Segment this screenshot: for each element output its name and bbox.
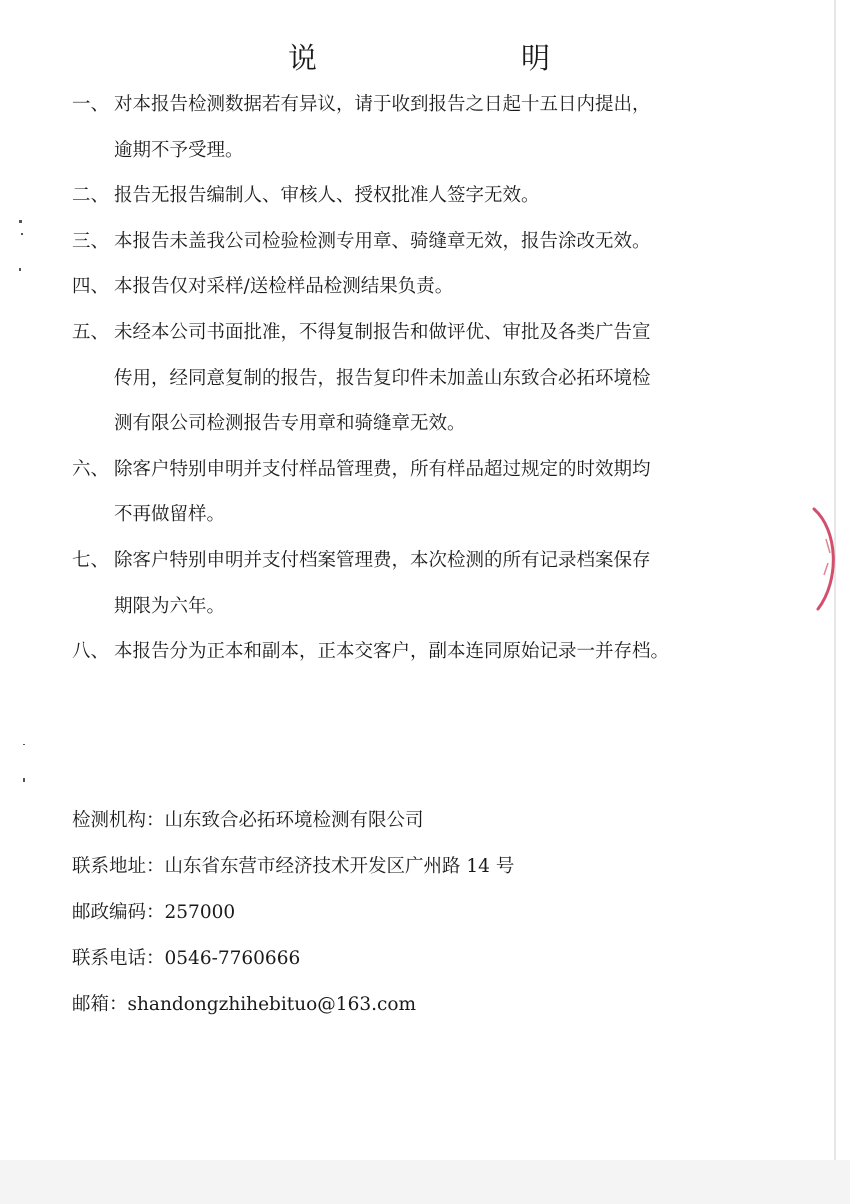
- scan-speck: [21, 233, 23, 235]
- note-item: [72, 82, 712, 173]
- scan-speck: [23, 778, 25, 782]
- note-item: [72, 447, 712, 538]
- phone-value: 0546-7760666: [164, 948, 301, 969]
- note-text: 未经本公司书面批准，不得复制报告和做评优、审批及各类广告宣 传用，经同意复制的报告，报告复印件未加盖山东致合必拓环境检 测有限公司检测报告专用章和骑缝章无效。: [114, 321, 651, 435]
- note-number: 三、: [72, 230, 110, 252]
- note-number: 八、: [72, 641, 110, 663]
- note-item: [72, 173, 712, 219]
- address-label: 联系地址：: [72, 856, 165, 877]
- contact-org-row: [72, 798, 672, 844]
- page-bottom-margin: [0, 1160, 850, 1204]
- note-item: [72, 629, 712, 675]
- contact-block: [72, 798, 672, 1028]
- contact-email-row: [72, 982, 672, 1028]
- page-title: [0, 38, 850, 78]
- notes-list: [72, 82, 712, 675]
- postcode-label: 邮政编码：: [72, 902, 165, 923]
- org-label: 检测机构：: [72, 810, 165, 831]
- note-text: 除客户特别申明并支付样品管理费，所有样品超过规定的时效期均 不再做留样。: [114, 458, 651, 526]
- note-item: [72, 264, 712, 310]
- note-text: 本报告仅对采样/送检样品检测结果负责。: [114, 276, 454, 298]
- seal-stamp-edge: [808, 505, 848, 615]
- seal-arc: [814, 509, 833, 609]
- note-number: 七、: [72, 549, 110, 571]
- title-char-1: 说: [288, 41, 318, 75]
- org-value: 山东致合必拓环境检测有限公司: [164, 810, 424, 831]
- note-item: [72, 310, 712, 447]
- note-text: 本报告分为正本和副本，正本交客户，副本连同原始记录一并存档。: [114, 641, 670, 663]
- note-number: 四、: [72, 276, 110, 298]
- note-item: [72, 219, 712, 265]
- scan-speck: [19, 220, 22, 223]
- note-text: 除客户特别申明并支付档案管理费，本次检测的所有记录档案保存 期限为六年。: [114, 549, 651, 617]
- postcode-value: 257000: [164, 902, 236, 923]
- contact-postcode-row: [72, 890, 672, 936]
- email-label: 邮箱：: [72, 994, 128, 1015]
- note-number: 二、: [72, 185, 110, 207]
- note-number: 六、: [72, 458, 110, 480]
- email-value: shandongzhihebituo@163.com: [127, 994, 417, 1015]
- note-item: [72, 538, 712, 629]
- seal-inner-mark: [824, 539, 830, 575]
- note-number: 五、: [72, 321, 110, 343]
- title-char-2: 明: [521, 41, 551, 75]
- scan-speck: [23, 744, 25, 745]
- note-text: 本报告未盖我公司检验检测专用章、骑缝章无效，报告涂改无效。: [114, 230, 651, 252]
- contact-address-row: [72, 844, 672, 890]
- scan-speck: [19, 268, 21, 271]
- address-value: 山东省东营市经济技术开发区广州路 14 号: [164, 856, 515, 877]
- note-number: 一、: [72, 94, 110, 115]
- note-text: 对本报告检测数据若有异议，请于收到报告之日起十五日内提出， 逾期不予受理。: [114, 94, 651, 161]
- note-text: 报告无报告编制人、审核人、授权批准人签字无效。: [114, 185, 540, 207]
- contact-phone-row: [72, 936, 672, 982]
- phone-label: 联系电话：: [72, 948, 165, 969]
